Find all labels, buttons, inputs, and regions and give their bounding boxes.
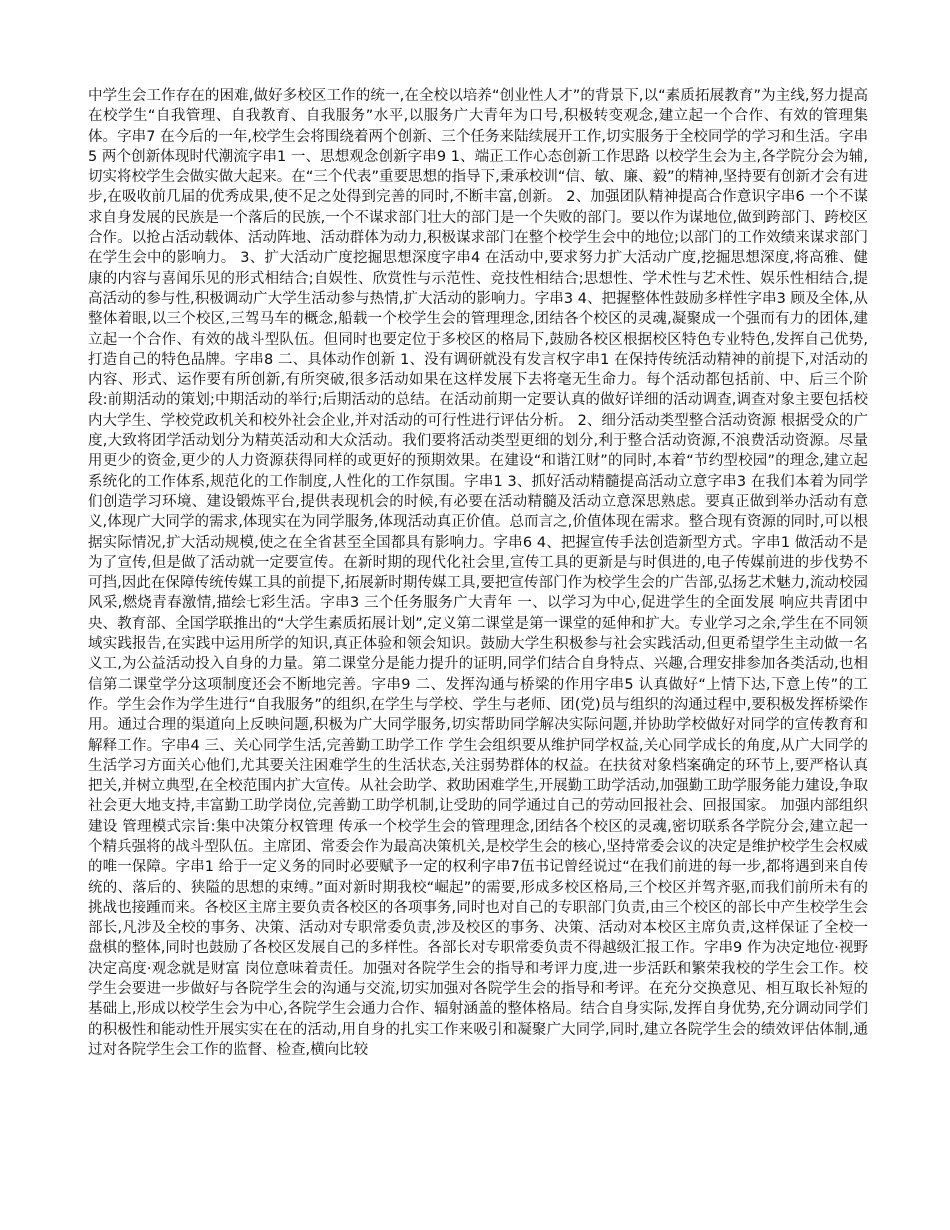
body-paragraph: 中学生会工作存在的困难,做好多校区工作的统一,在全校以培养“创业性人才”的背景下,以“素质拓展教育”为主线,努力提高在校学生“自我管理、自我教育、自我服务”水平,以服务广大青年为口号,积极转变观念,建立起一个合作、有效的管理集体。字串7 在今后的一年,校学生会将围绕着两个创新、三个任务来陆续展开工作,切实服务于全校同学的学习和生活。字串5 两个创新体现时代潮流字串1 一、思想观念创新字串9 1、端正工作心态创新工作思路 以校学生会为主,各学院分会为辅,切实将校学生会做实做大起来。在“三个代表”重要思想的指导下,秉承校训“信、敏、廉、毅”的精神,坚持要有创新才会有进步,在吸收前几届的优秀成果,使不足之处得到完善的同时,不断丰富,创新。 2、加强团队精神提高合作意识字串6 一个不谋求自身发展的民族是一个落后的民族,一个不谋求部门壮大的部门是一个失败的部门。要以作为谋地位,做到跨部门、跨校区合作。以抢占活动载体、活动阵地、活动群体为动力,积极谋求部门在整个校学生会中的地位;以部门的工作效绩来谋求部门在学生会中的影响力。 3、扩大活动广度挖掘思想深度字串4 在活动中,要求努力扩大活动广度,挖掘思想深度,将高雅、健康的内容与喜闻乐见的形式相结合;自娱性、欣赏性与示范性、竞技性相结合;思想性、学术性与艺术性、娱乐性相结合,提高活动的参与性,积极调动广大学生活动参与热情,扩大活动的影响力。字串3 4、把握整体性鼓励多样性字串3 顾及全体,从整体着眼,以三个校区,三驾马车的概念,船载一个校学生会的管理理念,团结各个校区的灵魂,凝聚成一个强而有力的团体,建立起一个合作、有效的战斗型队伍。但同时也要定位于多校区的格局下,鼓励各校区根据校区特色专业特色,发挥自己优势,打造自己的特色品牌。字串8 二、具体动作创新 1、没有调研就没有发言权字串1 在保持传统活动精神的前提下,对活动的内容、形式、运作要有所创新,有所突破,很多活动如果在这样发展下去将毫无生命力。每个活动都包括前、中、后三个阶段:前期活动的策划;中期活动的举行;后期活动的总结。在活动前期一定要认真的做好详细的活动调查,调查对象主要包括校内大学生、学校党政机关和校外社会企业,并对活动的可行性进行评估分析。 2、细分活动类型整合活动资源 根据受众的广度,大致将团学活动划分为精英活动和大众活动。我们要将活动类型更细的划分,利于整合活动资源,不浪费活动资源。尽量用更少的资金,更少的人力资源获得同样的或更好的预期效果。在建设“和谐江财”的同时,本着“节约型校园”的理念,建立起系统化的工作体系,规范化的工作制度,人性化的工作氛围。字串1 3、抓好活动精髓提高活动立意字串3 在我们本着为同学们创造学习环境、建设锻炼平台,提供表现机会的时候,有必要在活动精髓及活动立意深思熟虑。要真正做到举办活动有意义,体现广大同学的需求,体现实在为同学服务,体现活动真正价值。总而言之,价值体现在需求。整合现有资源的同时,可以根据实际情况,扩大活动规模,使之在全省甚至全国都具有影响力。字串6 4、把握宣传手法创造新型方式。字串1 做活动不是为了宣传,但是做了活动就一定要宣传。在新时期的现代化社会里,宣传工具的更新是与时俱进的,电子传媒前进的步伐势不可挡,因此在保障传统传媒工具的前提下,拓展新时期传媒工具,要把宣传部门作为校学生会的广告部,弘扬艺术魅力,流动校园风采,燃烧青春激情,描绘七彩生活。字串3 三个任务服务广大青年 一、以学习为中心,促进学生的全面发展 响应共青团中央、教育部、全国学联推出的“大学生素质拓展计划”,定义第二课堂是第一课堂的延伸和扩大。专业学习之余,学生在不同领域实践报告,在实践中运用所学的知识,真正体验和领会知识。鼓励大学生积极参与社会实践活动,但更希望学生主动做一名义工,为公益活动投入自身的力量。第二课堂分是能力提升的证明,同学们结合自身特点、兴趣,合理安排参加各类活动,也相信第二课堂学分这项制度还会不断地完善。字串9 二、发挥沟通与桥梁的作用字串5 认真做好“上情下达,下意上传”的工作。学生会作为学生进行“自我服务”的组织,在学生与学校、学生与老师、团(党)员与组织的沟通过程中,要积极发挥桥梁作用。通过合理的渠道向上反映问题,积极为广大同学服务,切实帮助同学解决实际问题,并协助学校做好对同学的宣传教育和解释工作。字串4 三、关心同学生活,完善勤工助学工作 学生会组织要从维护同学权益,关心同学成长的角度,从广大同学的生活学习方面关心他们,尤其要关注困难学生的生活状态,关注弱势群体的权益。在扶贫对象档案确定的环节上,要严格认真把关,并树立典型,在全校范围内扩大宣传。从社会助学、救助困难学生,开展勤工助学活动,加强勤工助学服务能力建设,争取社会更大地支持,丰富勤工助学岗位,完善勤工助学机制,让受助的同学通过自己的劳动回报社会、回报国家。 加强内部组织建设 管理模式宗旨:集中决策分权管理 传承一个校学生会的管理理念,团结各个校区的灵魂,密切联系各学院分会,建立起一个精兵强将的战斗型队伍。主席团、常委会作为最高决策机关,是校学生会的核心,坚持常委会议的决定是维护校学生会权威的唯一保障。字串1 给于一定义务的同时必要赋予一定的权利字串7伍书记曾经说过“在我们前进的每一步,都将遇到来自传统的、落后的、狭隘的思想的束缚。”面对新时期我校“崛起”的需要,形成多校区格局,三个校区并驾齐驱,而我们前所未有的挑战也接踵而来。各校区主席主要负责各校区的各项事务,同时也对自己的专职部门负责,由三个校区的部长中产生校学生会部长,凡涉及全校的事务、决策、活动对专职常委负责,涉及校区的事务、决策、活动对本校区主席负责,这样保证了全校一盘棋的整体,同时也鼓励了各校区发展自己的多样性。各部长对专职常委负责不得越级汇报工作。字串9 作为决定地位·视野决定高度·观念就是财富 岗位意味着责任。加强对各院学生会的指导和考评力度,进一步活跃和繁荣我校的学生会工作。校学生会要进一步做好与各院学生会的沟通与交流,切实加强对各院学生会的指导和考评。在充分交换意见、相互取长补短的基础上,形成以校学生会为中心,各院学生会通力合作、辐射涵盖的整体格局。结合自身实际,发挥自身优势,充分调动同学们的积极性和能动性开展实实在在的活动,用自身的扎实工作来吸引和凝聚广大同学,同时,建立各院学生会的绩效评估体制,通过对各院学生会工作的监督、检查,横向比较	[88, 88, 868, 1058]
document-page	[88, 86, 868, 1060]
